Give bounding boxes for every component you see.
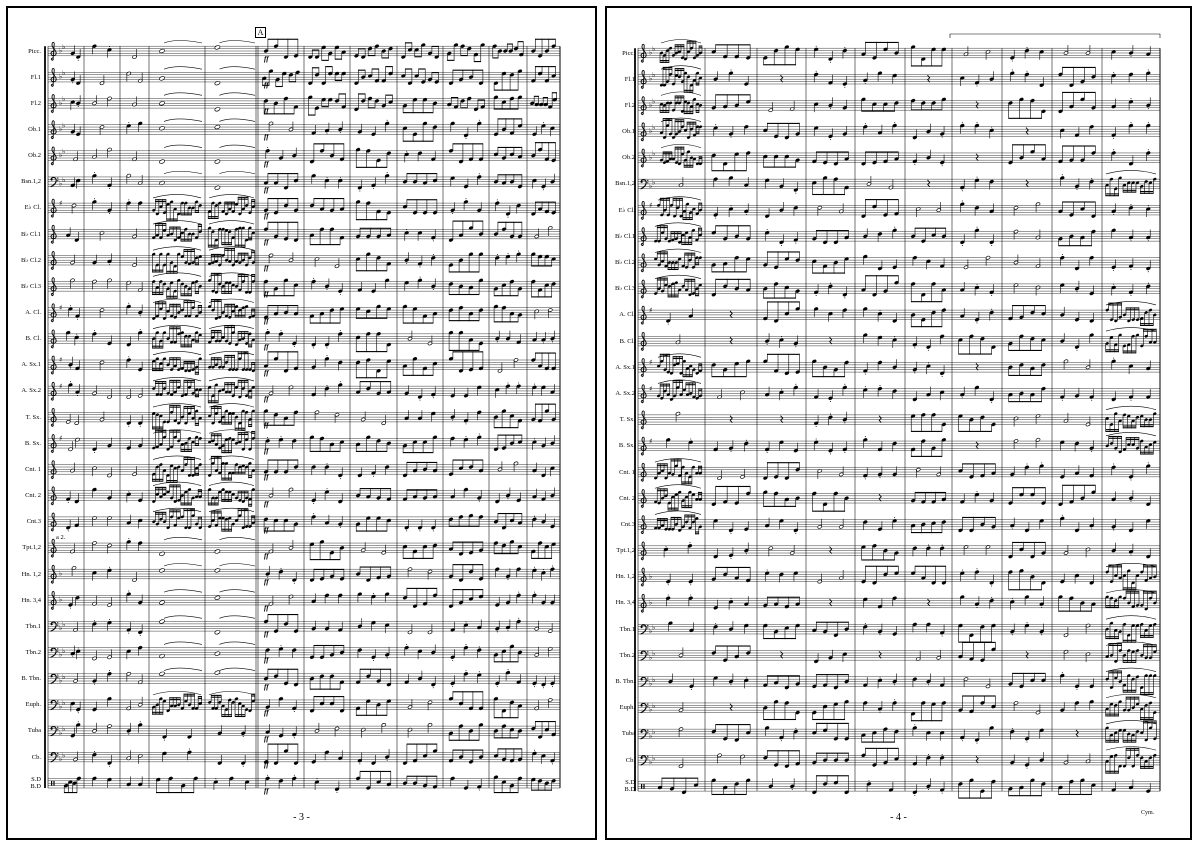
instrument-label: B. Cl. <box>25 335 41 343</box>
flat-icon: ♭ <box>62 699 66 708</box>
flat-icon: ♭ <box>649 48 653 57</box>
a2-marking: a 2. <box>56 534 66 541</box>
instrument-label: Tuba <box>27 727 41 735</box>
flat-icon: ♭ <box>59 124 63 133</box>
instrument-label: B. Sx. <box>24 439 41 447</box>
flat-icon: ♭ <box>62 95 66 104</box>
instrument-label: A. Sx.2 <box>21 387 41 395</box>
instrument-label: Ob.2 <box>28 152 41 160</box>
flat-icon: ♭ <box>62 620 66 629</box>
flat-icon: ♭ <box>649 153 653 162</box>
instrument-label: Euph. <box>25 701 41 709</box>
dynamic-marking: ff <box>264 551 269 560</box>
score-page-4 <box>605 6 1192 840</box>
flat-icon: ♭ <box>62 672 66 681</box>
sharp-icon: ♯ <box>59 382 63 391</box>
flat-icon: ♭ <box>62 42 66 51</box>
dynamic-marking: ff <box>264 316 269 325</box>
dynamic-marking: ff <box>264 368 269 377</box>
flat-icon: ♭ <box>652 178 656 187</box>
instrument-label: Picc. <box>28 47 41 55</box>
dynamic-marking: ff <box>264 133 269 142</box>
flat-icon: ♭ <box>59 624 63 633</box>
instrument-label: Cnt.3 <box>26 518 41 526</box>
flat-icon: ♭ <box>62 176 66 185</box>
flat-icon: ♭ <box>649 74 653 83</box>
instrument-label: Tpt.1,2 <box>22 544 41 552</box>
dynamic-marking: ff <box>264 682 269 691</box>
flat-icon: ♭ <box>652 71 656 80</box>
instrument-label: B♭ Cl.2 <box>20 256 41 264</box>
flat-icon: ♭ <box>59 98 63 107</box>
dynamic-marking: ff <box>264 159 269 168</box>
flat-icon: ♭ <box>59 72 63 81</box>
page-number: - 3 - <box>293 812 310 823</box>
dynamic-marking: ff <box>264 578 269 586</box>
flat-icon: ♭ <box>62 751 66 760</box>
flat-icon: ♭ <box>652 123 656 132</box>
flat-icon: ♭ <box>62 69 66 78</box>
flat-icon: ♭ <box>59 676 63 685</box>
instrument-label: Cnt. 2 <box>25 492 41 500</box>
instrument-label: Hn. 1,2 <box>21 570 41 578</box>
flat-icon: ♭ <box>649 100 653 109</box>
dynamic-marking: ff <box>264 107 269 116</box>
flat-icon: ♭ <box>652 149 656 158</box>
dynamic-marking: ff <box>264 394 269 403</box>
sharp-icon: ♯ <box>59 434 63 443</box>
dynamic-marking: ff <box>264 55 269 63</box>
instrument-label: Cnt. 1 <box>25 465 41 473</box>
flat-icon: ♭ <box>59 650 63 659</box>
sharp-icon: ♯ <box>59 356 63 365</box>
instrument-label: A. Cl. <box>25 309 41 316</box>
dynamic-marking: ff <box>264 447 269 456</box>
instrument-label: B♭ Cl.1 <box>20 230 41 238</box>
flat-icon: ♭ <box>59 595 63 604</box>
dynamic-marking: ff <box>264 525 269 534</box>
instrument-label: B♭ Cl.3 <box>20 282 41 290</box>
flat-icon: ♭ <box>649 181 653 190</box>
flat-icon: ♭ <box>59 702 63 711</box>
flat-icon: ♭ <box>649 127 653 136</box>
sharp-icon: ♯ <box>649 384 653 393</box>
sharp-icon: ♯ <box>59 303 63 312</box>
instrument-label: E♭ Cl. <box>24 204 41 212</box>
flat-icon: ♭ <box>59 46 63 55</box>
instrument-label: Tbn.2 <box>25 648 41 656</box>
instrument-label: Tbn.1 <box>25 622 41 630</box>
flat-icon: ♭ <box>62 147 66 156</box>
dynamic-marking: ff <box>264 604 269 613</box>
sharp-icon: ♯ <box>59 199 63 208</box>
instrument-labels <box>8 8 595 838</box>
flat-icon: ♭ <box>62 121 66 130</box>
instrument-label: B. Tbn. <box>21 675 41 683</box>
instrument-label: T. Sx. <box>25 413 41 421</box>
flat-icon: ♭ <box>59 569 63 578</box>
instrument-label: Cb. <box>31 753 41 761</box>
instrument-label: S.D <box>31 776 41 784</box>
score-page-3 <box>6 6 597 840</box>
dynamic-marking: ff <box>264 421 269 430</box>
dynamic-marking: ff <box>264 290 269 299</box>
sharp-icon: ♯ <box>649 306 653 315</box>
instrument-label: Ob.1 <box>28 125 41 133</box>
flat-icon: ♭ <box>59 754 63 763</box>
instrument-label: Hn. 3,4 <box>21 596 41 604</box>
dynamic-marking: ff <box>264 630 269 639</box>
dynamic-marking: ff <box>264 238 269 247</box>
flat-icon: ♭ <box>59 151 63 160</box>
rehearsal-mark: A <box>255 27 266 38</box>
sharp-icon: ♯ <box>649 201 653 210</box>
dynamic-marking: ff <box>264 81 269 90</box>
instrument-label: Fl.2 <box>30 99 41 107</box>
dynamic-marking: ff <box>264 499 269 508</box>
dynamic-marking: ff <box>264 342 269 351</box>
flat-icon: ♭ <box>652 97 656 106</box>
dynamic-marking: ff <box>264 734 269 743</box>
dynamic-marking: ff <box>264 708 269 717</box>
flat-icon: ♭ <box>652 44 656 53</box>
instrument-label: Fl.1 <box>30 73 41 81</box>
flat-icon: ♭ <box>59 179 63 188</box>
flat-icon: ♭ <box>62 646 66 655</box>
dynamic-marking: ff <box>264 787 269 796</box>
dynamic-marking: ff <box>264 473 269 482</box>
instrument-label: B.D <box>30 783 41 791</box>
dynamic-marking: ff <box>264 185 269 194</box>
sharp-icon: ♯ <box>649 358 653 367</box>
instrument-label: Bsn.1,2 <box>21 178 41 186</box>
dynamic-marking: ff <box>264 211 269 220</box>
flat-icon: ♭ <box>62 725 66 734</box>
dynamic-marking: ff <box>264 264 269 273</box>
flat-icon: ♭ <box>59 728 63 737</box>
instrument-label: A. Sx.1 <box>21 361 41 369</box>
dynamic-marking: ff <box>264 761 269 770</box>
dynamic-marking: ff <box>264 656 269 665</box>
